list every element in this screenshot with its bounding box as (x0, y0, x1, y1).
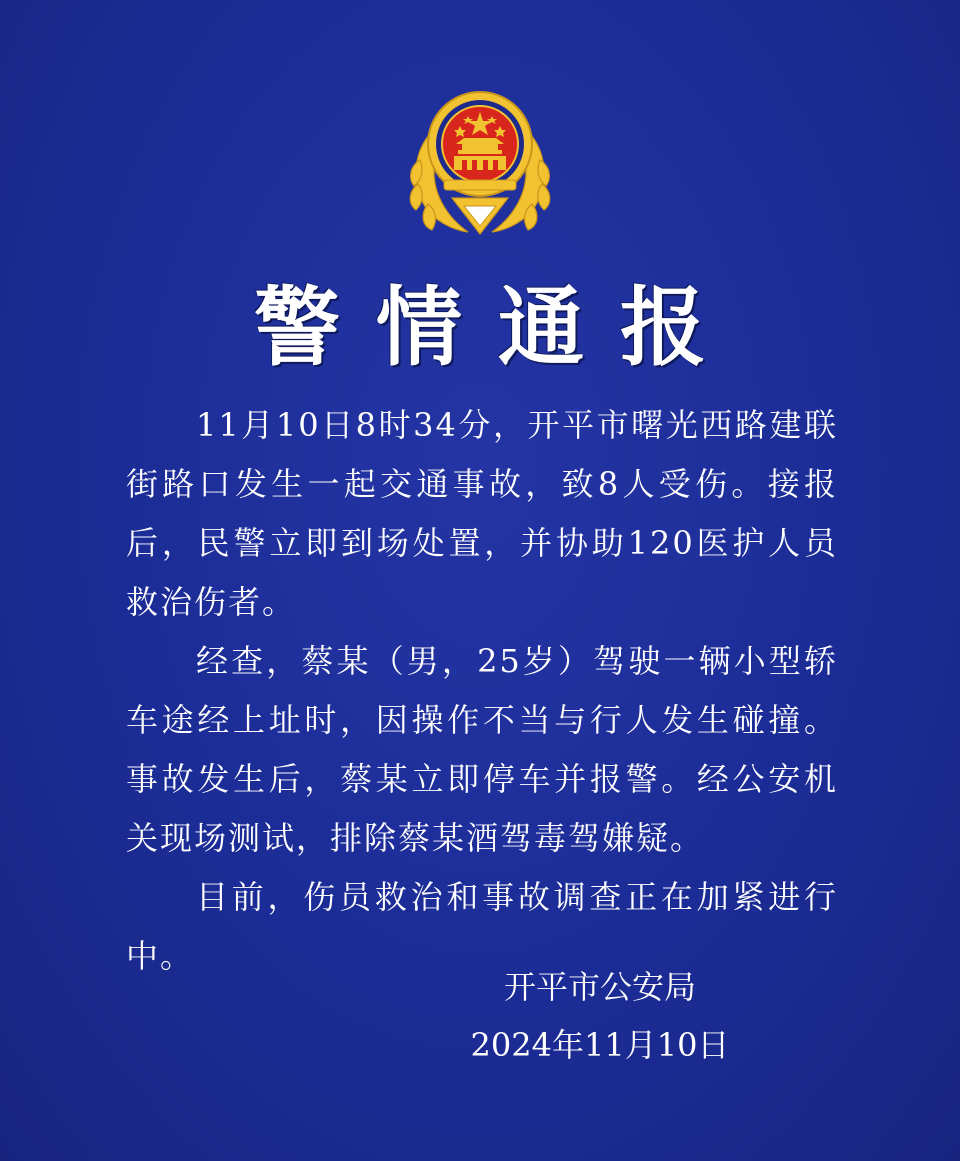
issue-date: 2024年11月10日 (470, 1026, 730, 1064)
police-emblem-icon (404, 80, 556, 240)
notice-paragraph: 目前，伤员救治和事故调查正在加紧进行中。 (126, 878, 838, 975)
issuer-name: 开平市公安局 (503, 968, 696, 1006)
notice-body (126, 396, 838, 986)
notice-title: 警情通报 (254, 278, 742, 378)
notice-paragraph: 11月10日8时34分，开平市曙光西路建联街路口发生一起交通事故，致8人受伤。接报后，民警立即到场处置，并协助120医护人员救治伤者。 (126, 406, 838, 621)
notice-paragraph: 经查，蔡某（男，25岁）驾驶一辆小型轿车途经上址时，因操作不当与行人发生碰撞。事故发生后，蔡某立即停车并报警。经公安机关现场测试，排除蔡某酒驾毒驾嫌疑。 (126, 642, 838, 857)
signature-block (470, 958, 730, 1074)
